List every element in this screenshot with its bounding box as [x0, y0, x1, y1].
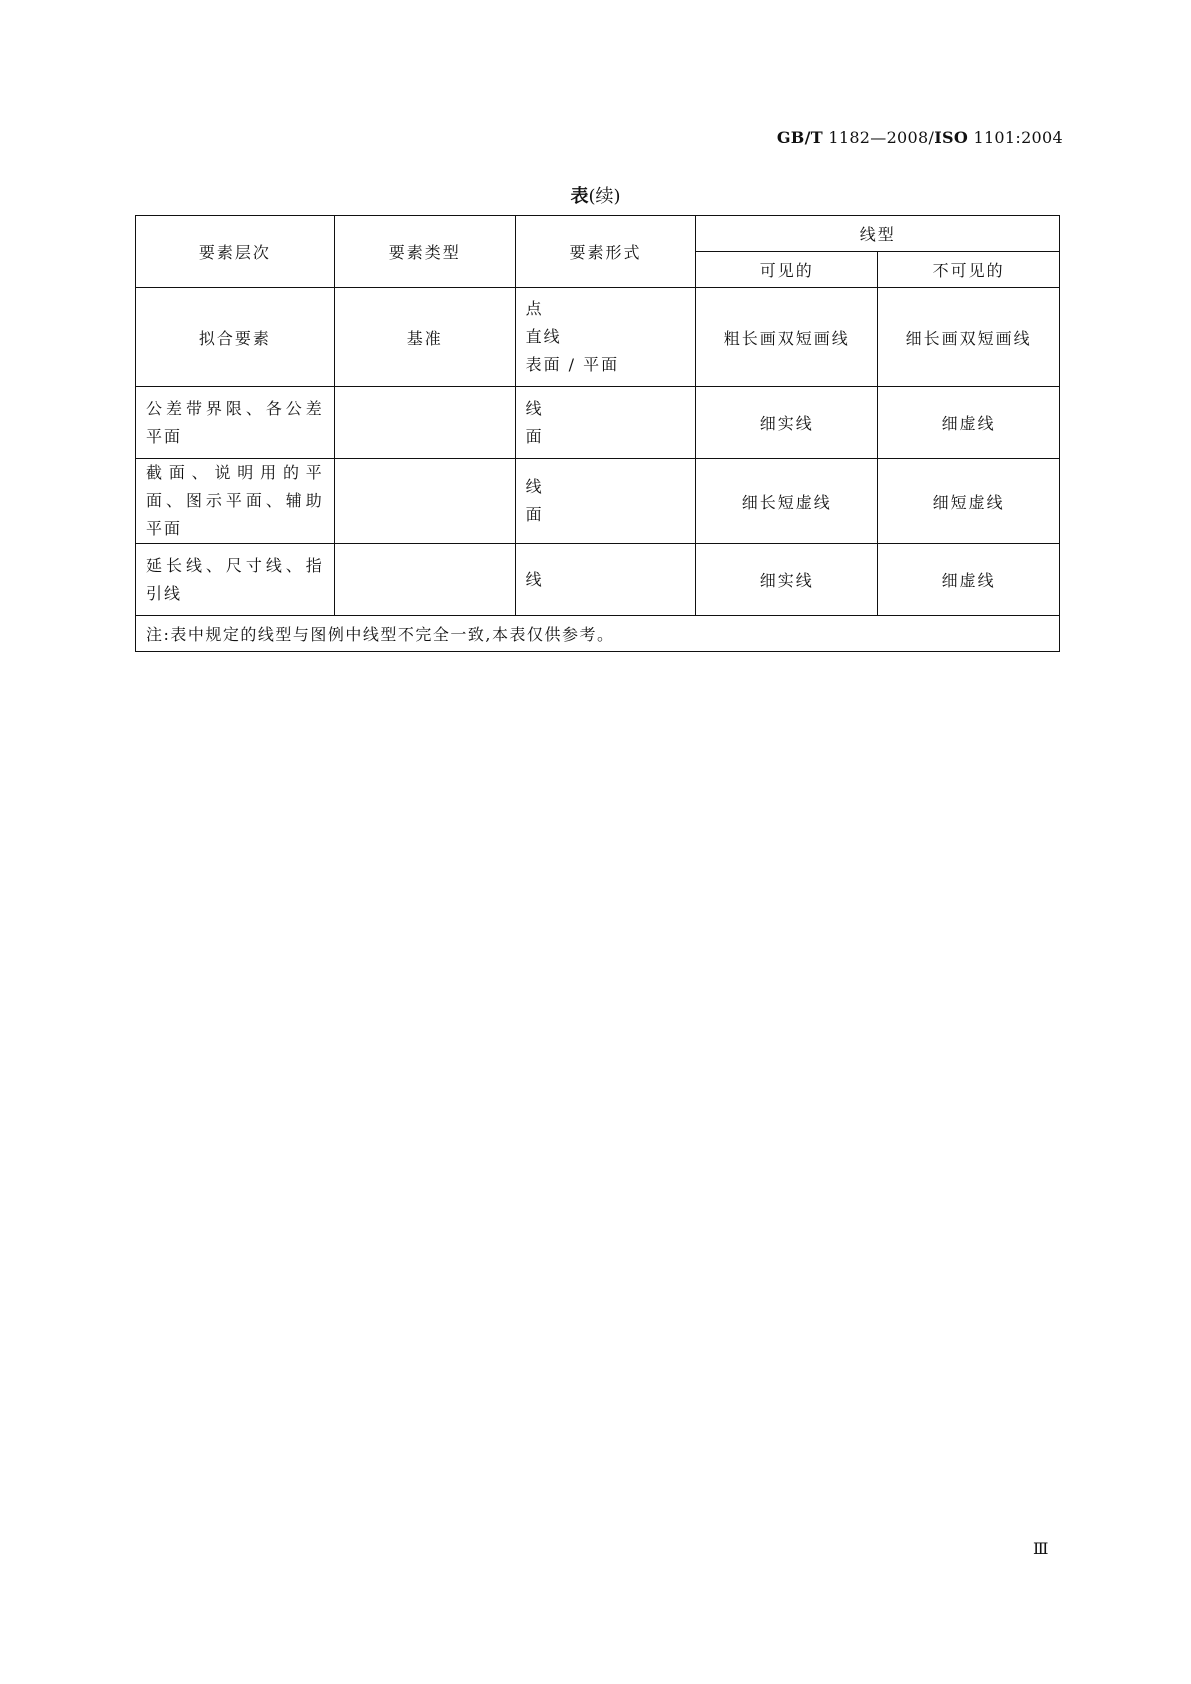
row-visible-line: 细实线 [696, 387, 878, 459]
row-invisible-line: 细虚线 [878, 544, 1060, 616]
note-row [136, 616, 1060, 652]
header-line-type: 线型 [696, 216, 1060, 252]
standard-code: GB/T [776, 128, 823, 147]
form-item: 线 [525, 477, 544, 496]
row-visible-line: 粗长画双短画线 [696, 288, 878, 387]
form-item: 表面 / 平面 [525, 355, 620, 374]
header-element-type: 要素类型 [334, 216, 515, 288]
form-item: 面 [525, 426, 544, 446]
row-level: 截面、说明用的平面、图示平面、辅助平面 [136, 459, 335, 544]
page-number: Ⅲ [1033, 1539, 1049, 1558]
header-row [136, 216, 1060, 252]
iso-number: 1101:2004 [968, 128, 1063, 147]
table-row [136, 459, 1060, 544]
row-type [334, 387, 515, 459]
row-level: 延长线、尺寸线、指引线 [136, 544, 335, 616]
header-visible: 可见的 [696, 252, 878, 288]
row-type [334, 459, 515, 544]
row-invisible-line: 细长画双短画线 [878, 288, 1060, 387]
table-caption-main: 表 [570, 186, 589, 207]
row-forms [515, 459, 696, 544]
row-forms [515, 288, 696, 387]
header-invisible: 不可见的 [878, 252, 1060, 288]
form-item: 直线 [525, 327, 562, 346]
row-forms [515, 387, 696, 459]
table-note: 注:表中规定的线型与图例中线型不完全一致,本表仅供参考。 [136, 616, 1060, 652]
form-item: 线 [525, 398, 544, 418]
line-type-table [135, 215, 1060, 652]
iso-code: ISO [934, 128, 969, 147]
header-element-level: 要素层次 [136, 216, 335, 288]
table-caption-continued: (续) [588, 186, 621, 207]
row-visible-line: 细长短虚线 [696, 459, 878, 544]
row-level: 公差带界限、各公差平面 [136, 387, 335, 459]
row-invisible-line: 细短虚线 [878, 459, 1060, 544]
table-caption [0, 182, 1191, 208]
row-type: 基准 [334, 288, 515, 387]
form-item: 面 [525, 505, 544, 524]
row-level: 拟合要素 [136, 288, 335, 387]
form-item: 线 [525, 569, 544, 589]
row-forms [515, 544, 696, 616]
form-item: 点 [525, 299, 544, 318]
row-type [334, 544, 515, 616]
row-invisible-line: 细虚线 [878, 387, 1060, 459]
table-row [136, 544, 1060, 616]
header-element-form: 要素形式 [515, 216, 696, 288]
table-row [136, 288, 1060, 387]
table-row [136, 387, 1060, 459]
row-visible-line: 细实线 [696, 544, 878, 616]
standard-number-header [777, 128, 1063, 147]
standard-number: 1182—2008/ [822, 128, 935, 147]
